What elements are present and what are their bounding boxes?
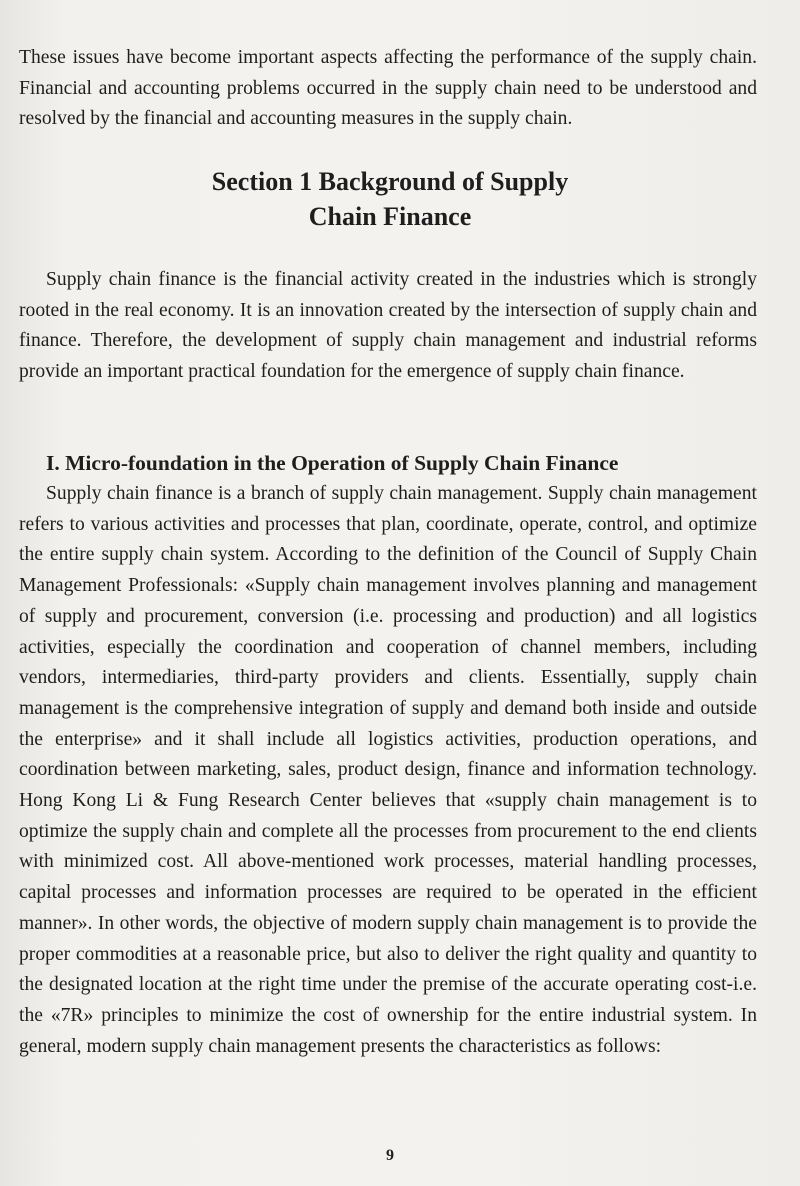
micro-foundation-paragraph bbox=[19, 479, 757, 1062]
background-paragraph bbox=[19, 265, 757, 388]
section-title bbox=[0, 164, 780, 234]
background-paragraph-text: Supply chain finance is the financial activity created in the industries which is strongly rooted in the real economy. It is an innovation created by the intersection of supply chain and finance. Therefore, the development of supply chain management and industrial reforms provide an important practical foundation for the emergence of supply chain finance. bbox=[19, 269, 757, 383]
section-title-line-1: Section 1 Background of Supply bbox=[211, 167, 569, 196]
page-number: 9 bbox=[386, 1147, 394, 1164]
intro-paragraph-text: These issues have become important aspects affecting the performance of the supply chain. Financial and accounting problems occurred in the supply chain need to be understood and resolved by the financial and accounting measures in the supply chain. bbox=[19, 47, 757, 130]
micro-foundation-paragraph-text: Supply chain finance is a branch of supply chain management. Supply chain management refers to various activities and processes that plan, coordinate, operate, control, and optimize the entire supply chain system. According to the definition of the Council of Supply Chain Management Professionals: «Supply chain management involves planning and management of supply and procurement, conversion (i.e. processing and production) and all logistics activities, especially the coordination and cooperation of channel members, including vendors, intermediaries, third-party providers and clients. Essentially, supply chain management is the comprehensive integration of supply and demand both inside and outside the enterprise» and it shall include all logistics activities, production operations, and coordination between marketing, sales, product design, finance and information technology. Hong Kong Li & Fung Research Center believes that «supply chain management is to optimize the supply chain and complete all the processes from procurement to the end clients with minimized cost. All above-mentioned work processes, material handling processes, capital processes and information processes are required to be operated in the efficient manner». In other words, the objective of modern supply chain management is to provide the proper commodities at a reasonable price, but also to deliver the right quality and quantity to the designated location at the right time under the premise of the accurate operating cost-i.e. the «7R» principles to minimize the cost of ownership for the entire industrial system. In general, modern supply chain management presents the characteristics as follows: bbox=[19, 483, 757, 1057]
section-title-line-2: Chain Finance bbox=[308, 202, 472, 231]
subsection-title: I. Micro-foundation in the Operation of Supply Chain Finance bbox=[46, 451, 619, 475]
intro-paragraph bbox=[19, 43, 757, 135]
